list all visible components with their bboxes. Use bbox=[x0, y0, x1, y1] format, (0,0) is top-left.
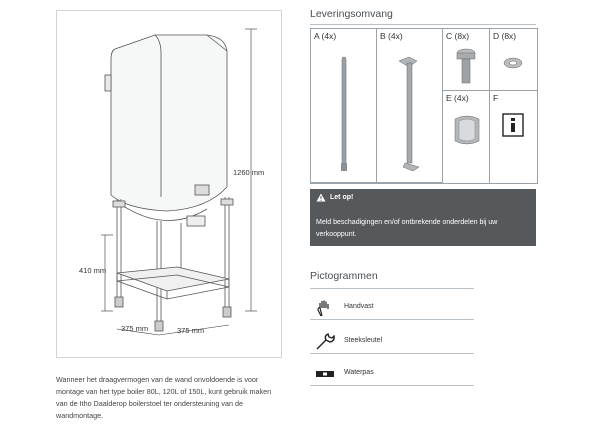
info-icon bbox=[502, 113, 524, 137]
part-cell-b bbox=[377, 29, 443, 183]
boiler-drawing-frame bbox=[56, 10, 282, 358]
dim-width-right-label: 375 mm bbox=[177, 326, 205, 335]
dim-height-label: 1260 mm bbox=[233, 168, 265, 177]
pictograms-title-rule bbox=[310, 288, 474, 289]
pictogram-divider bbox=[310, 319, 474, 320]
warning-triangle-icon bbox=[316, 193, 326, 202]
pictogram-label: Steeksleutel bbox=[344, 337, 383, 344]
bolt-icon bbox=[455, 47, 477, 87]
warning-heading: Let op! bbox=[330, 194, 354, 201]
part-label: D (8x) bbox=[493, 31, 517, 41]
part-label: C (8x) bbox=[446, 31, 470, 41]
part-cell-a bbox=[311, 29, 377, 183]
part-cell-c bbox=[443, 29, 490, 91]
nut-icon bbox=[502, 55, 524, 71]
part-label: E (4x) bbox=[446, 93, 469, 103]
pictogram-divider bbox=[310, 385, 474, 386]
pictogram-row bbox=[310, 362, 474, 386]
spirit-level-icon bbox=[314, 365, 336, 383]
caption-line: van de Itho Daalderop boilerstoel ter ondersteuning van de bbox=[56, 399, 244, 408]
pictogram-label: Waterpas bbox=[344, 369, 374, 376]
pictograms-title: Pictogrammen bbox=[310, 270, 378, 282]
parts-grid bbox=[310, 28, 538, 184]
bracket-icon bbox=[395, 53, 425, 177]
caption-line: wandmontage. bbox=[56, 411, 104, 420]
dim-width-left-label: 375 mm bbox=[121, 324, 149, 333]
warning-line: Meld beschadigingen en/of ontbrekende onderdelen bij uw bbox=[316, 219, 498, 226]
rod-icon bbox=[337, 55, 351, 175]
delivery-title: Leveringsomvang bbox=[310, 8, 393, 20]
pictogram-divider bbox=[310, 353, 474, 354]
boiler-stand-drawing bbox=[57, 11, 281, 357]
sleeve-icon bbox=[451, 113, 483, 147]
dim-stand-height-label: 410 mm bbox=[79, 266, 107, 275]
part-label: F bbox=[493, 93, 499, 103]
hand-icon bbox=[314, 299, 336, 317]
wrench-icon bbox=[314, 333, 336, 351]
part-cell-d bbox=[490, 29, 537, 91]
pictogram-label: Handvast bbox=[344, 303, 374, 310]
warning-line: verkooppunt. bbox=[316, 231, 357, 238]
caption-line: montage van het type boiler 80L, 120L of 150L, kunt gebruik maken bbox=[56, 387, 272, 396]
warning-body bbox=[316, 217, 530, 241]
pictogram-row bbox=[310, 296, 474, 320]
caption-text bbox=[56, 374, 286, 422]
warning-box bbox=[310, 189, 536, 246]
delivery-title-rule bbox=[310, 24, 536, 25]
part-cell-e bbox=[443, 91, 490, 183]
part-label: A (4x) bbox=[314, 31, 337, 41]
pictogram-row bbox=[310, 330, 474, 354]
part-label: B (4x) bbox=[380, 31, 403, 41]
caption-line: Wanneer het draagvermogen van de wand onvoldoende is voor bbox=[56, 375, 259, 384]
part-cell-f bbox=[490, 91, 537, 183]
